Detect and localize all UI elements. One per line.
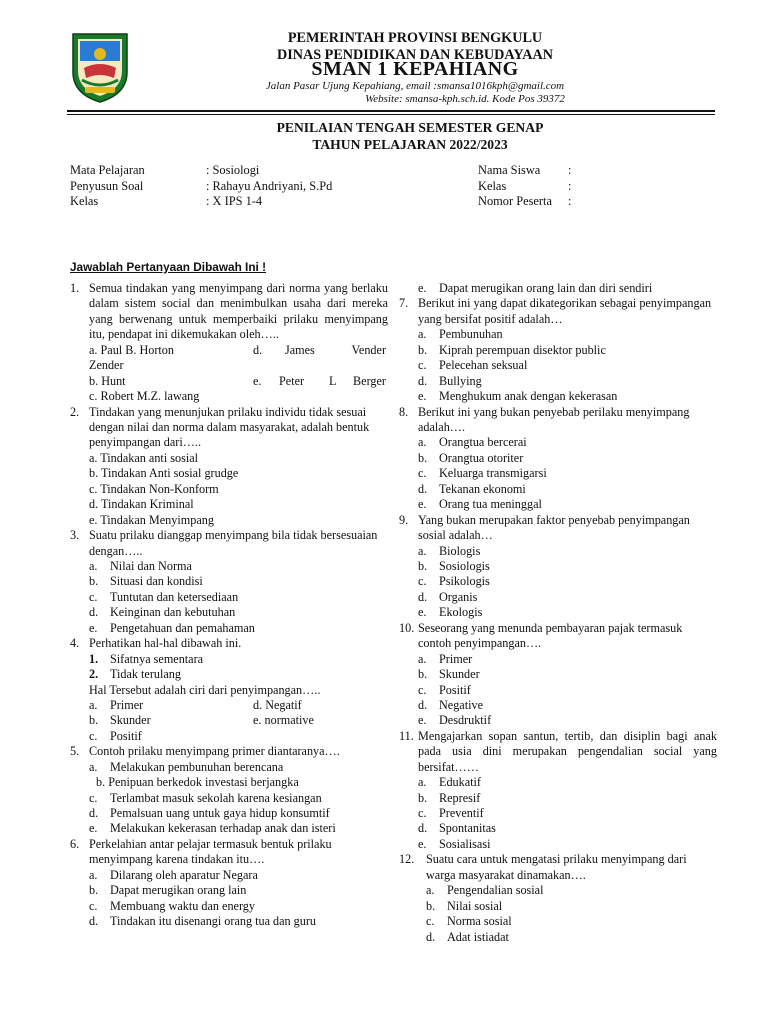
answer-option: c. Tindakan Non-Konform bbox=[89, 481, 219, 496]
instruction-heading: Jawablah Pertanyaan Dibawah Ini ! bbox=[70, 260, 267, 274]
answer-option: d. Pemalsuan uang untuk gaya hidup konsumtif bbox=[89, 806, 330, 821]
info-row bbox=[478, 163, 571, 179]
answer-option: b. Represif bbox=[418, 790, 481, 805]
question-text: Mengajarkan sopan santun, tertib, dan disiplin bagi anak pada usia dini merupakan pengendalian social yang bersifat…… bbox=[418, 728, 717, 774]
question-5 bbox=[70, 744, 388, 759]
answer-option: e. Dapat merugikan orang lain dan diri sendiri bbox=[418, 281, 653, 295]
answer-option: c. Pelecehan seksual bbox=[418, 358, 528, 373]
school-website: Website: smansa-kph.sch.id. Kode Pos 39372 bbox=[365, 93, 565, 105]
header-divider-thin bbox=[67, 114, 715, 115]
exam-year: TAHUN PELAJARAN 2022/2023 bbox=[312, 137, 508, 152]
question-2 bbox=[70, 405, 388, 451]
question-8 bbox=[399, 405, 717, 436]
answer-letter: e. bbox=[253, 373, 262, 388]
province-emblem-icon bbox=[70, 32, 130, 104]
question-4 bbox=[70, 636, 388, 651]
question-text: Suatu cara untuk mengatasi prilaku menyimpang dari warga masyarakat dinamakan…. bbox=[426, 852, 687, 882]
info-row bbox=[478, 179, 571, 195]
questions-column-right bbox=[399, 281, 717, 945]
question-number: 8. bbox=[399, 404, 409, 419]
answer-option: d. Tekanan ekonomi bbox=[418, 481, 526, 496]
info-value: : bbox=[568, 194, 572, 208]
exam-title: PENILAIAN TENGAH SEMESTER GENAP bbox=[276, 120, 544, 135]
answer-option: d. Negative bbox=[418, 697, 483, 712]
question-9 bbox=[399, 513, 717, 544]
answer-row bbox=[70, 374, 388, 389]
answer-row bbox=[70, 343, 388, 358]
school-address: Jalan Pasar Ujung Kepahiang, email :smansa1016kph@gmail.com bbox=[265, 80, 565, 92]
answer-option: b. Kiprah perempuan disektor public bbox=[418, 342, 606, 357]
answer-option: b. Dapat merugikan orang lain bbox=[89, 883, 247, 898]
answer-option: e. Sosialisasi bbox=[418, 836, 491, 851]
question-text: Perkelahian antar pelajar termasuk bentuk prilaku menyimpang karena tindakan itu…. bbox=[89, 836, 332, 867]
answer-option: Zender bbox=[89, 358, 124, 373]
question-text: Tindakan yang menunjukan prilaku individu tidak sesuai dengan nilai dan norma dalam masyarakat, adalah bentuk penyimpangan dari….. bbox=[89, 404, 370, 450]
question-3 bbox=[70, 528, 388, 559]
answer-row: b. Skunder e. normative bbox=[89, 713, 314, 728]
question-stem: Hal Tersebut adalah ciri dari penyimpangan….. bbox=[89, 682, 321, 697]
answer-option: b. Penipuan berkedok investasi berjangka bbox=[96, 775, 299, 790]
answer-option: a. Orangtua bercerai bbox=[418, 435, 527, 450]
answer-option: c. Terlambat masuk sekolah karena kesiangan bbox=[89, 790, 322, 805]
question-number: 10. bbox=[399, 620, 415, 635]
answer-option: e. Menghukum anak dengan kekerasan bbox=[418, 389, 618, 404]
school-name: SMAN 1 KEPAHIANG bbox=[311, 58, 519, 80]
question-text: Yang bukan merupakan faktor penyebab penyimpangan sosial adalah… bbox=[418, 512, 690, 543]
answer-option: c. Keluarga transmigarsi bbox=[418, 466, 547, 481]
answer-option: c. Robert M.Z. lawang bbox=[89, 389, 200, 404]
info-value: : X IPS 1-4 bbox=[206, 194, 263, 208]
answer-option: Berger bbox=[353, 373, 386, 388]
question-text: Berikut ini yang bukan penyebab perilaku menyimpang adalah…. bbox=[418, 404, 690, 434]
question-text: Perhatikan hal-hal dibawah ini. bbox=[89, 636, 242, 651]
answer-option: b. Situasi dan kondisi bbox=[89, 574, 203, 589]
answer-option: c. Norma sosial bbox=[426, 914, 512, 929]
question-text: Semua tindakan yang menyimpang dari norma yang berlaku dalam sistem social dan menimbulkan usaha dari mereka yang berwenang untuk memperbaiki prilaku menyimpang itu, pendapat ini dikemukakan oleh….. bbox=[89, 281, 388, 342]
info-value: : bbox=[568, 178, 572, 193]
answer-option: c. Positif bbox=[418, 682, 471, 697]
question-number: 9. bbox=[399, 512, 409, 527]
answer-option: c. Preventif bbox=[418, 806, 484, 821]
question-number: 11. bbox=[399, 728, 414, 743]
list-item: 2. Tidak terulang bbox=[89, 667, 181, 682]
answer-option: d. Adat istiadat bbox=[426, 929, 509, 944]
answer-option: L bbox=[329, 373, 337, 388]
question-text: Berikut ini yang dapat dikategorikan sebagai penyimpangan yang bersifat positif adalah… bbox=[418, 296, 712, 326]
answer-option: c. Positif bbox=[89, 728, 142, 743]
student-info-right bbox=[478, 163, 571, 210]
question-number: 3. bbox=[70, 528, 80, 543]
answer-option: b. Skunder bbox=[418, 667, 480, 682]
answer-option: a. Dilarang oleh aparatur Negara bbox=[89, 867, 258, 882]
answer-option: b. Nilai sosial bbox=[426, 898, 503, 913]
answer-option: a. Edukatif bbox=[418, 775, 481, 790]
question-7 bbox=[399, 296, 717, 327]
question-number: 1. bbox=[70, 281, 80, 295]
list-item: 1. Sifatnya sementara bbox=[89, 651, 204, 666]
question-number: 6. bbox=[70, 836, 80, 851]
answer-option: a. Nilai dan Norma bbox=[89, 559, 192, 574]
answer-option: e. Desdruktif bbox=[418, 713, 492, 728]
answer-option: d. Keinginan dan kebutuhan bbox=[89, 605, 236, 620]
answer-option: a. Melakukan pembunuhan berencana bbox=[89, 759, 284, 774]
answer-option: a. Paul B. Horton bbox=[89, 342, 174, 357]
answer-option: b. Hunt bbox=[89, 373, 126, 388]
questions-column-left bbox=[70, 281, 388, 930]
answer-option: e. Orang tua meninggal bbox=[418, 497, 542, 512]
question-text: Seseorang yang menunda pembayaran pajak termasuk contoh penyimpangan…. bbox=[418, 620, 683, 651]
info-row bbox=[70, 179, 332, 195]
question-number: 5. bbox=[70, 744, 80, 759]
answer-option: d. Tindakan itu disenangi orang tua dan guru bbox=[89, 914, 317, 929]
question-number: 12. bbox=[399, 852, 415, 867]
answer-option: a. Pembunuhan bbox=[418, 327, 503, 342]
answer-option: c. Tuntutan dan ketersediaan bbox=[89, 589, 239, 604]
answer-option: d. Tindakan Kriminal bbox=[89, 497, 194, 512]
info-label: Kelas bbox=[478, 178, 507, 193]
answer-option: a. Biologis bbox=[418, 543, 481, 558]
answer-option: e. Ekologis bbox=[418, 605, 483, 620]
answer-option: Peter bbox=[279, 373, 305, 388]
answer-option: e. Tindakan Menyimpang bbox=[89, 512, 214, 527]
answer-option: Vender bbox=[351, 342, 386, 357]
info-row bbox=[70, 163, 332, 179]
info-value: : Rahayu Andriyani, S.Pd bbox=[206, 178, 333, 193]
answer-option: e. Pengetahuan dan pemahaman bbox=[89, 620, 255, 635]
answer-option: c. Psikologis bbox=[418, 574, 490, 589]
answer-option: a. Primer bbox=[418, 651, 473, 666]
answer-option: d. Organis bbox=[418, 589, 478, 604]
answer-option: e. Melakukan kekerasan terhadap anak dan isteri bbox=[89, 821, 336, 836]
info-row bbox=[70, 194, 332, 210]
answer-option: a. Pengendalian sosial bbox=[426, 883, 544, 898]
info-label: Penyusun Soal bbox=[70, 178, 144, 193]
info-value: : bbox=[568, 163, 572, 177]
answer-option: d. Bullying bbox=[418, 373, 482, 388]
question-text: Suatu prilaku dianggap menyimpang bila tidak bersesuaian dengan….. bbox=[89, 528, 378, 558]
question-6 bbox=[70, 837, 388, 868]
info-label: Kelas bbox=[70, 194, 99, 208]
info-label: Nama Siswa bbox=[478, 163, 541, 177]
question-1 bbox=[70, 281, 388, 343]
answer-letter: d. bbox=[253, 342, 263, 357]
exam-info-left bbox=[70, 163, 332, 210]
question-number: 4. bbox=[70, 636, 80, 651]
answer-option: James bbox=[285, 342, 315, 357]
answer-option: b. Tindakan Anti sosial grudge bbox=[89, 466, 239, 481]
question-number: 2. bbox=[70, 404, 80, 419]
header-divider-thick bbox=[67, 110, 715, 112]
answer-row: a. Primer d. Negatif bbox=[89, 697, 302, 712]
answer-option: c. Membuang waktu dan energy bbox=[89, 898, 255, 913]
answer-option: b. Sosiologis bbox=[418, 558, 490, 573]
answer-option: a. Tindakan anti sosial bbox=[89, 450, 199, 465]
answer-option: d. Spontanitas bbox=[418, 821, 496, 836]
question-12 bbox=[399, 852, 717, 883]
info-label: Nomor Peserta bbox=[478, 194, 552, 208]
question-11 bbox=[399, 729, 717, 775]
answer-option: b. Orangtua otoriter bbox=[418, 450, 524, 465]
question-text: Contoh prilaku menyimpang primer diantaranya…. bbox=[89, 744, 340, 759]
department-name: DINAS PENDIDIKAN DAN KEBUDAYAAN bbox=[276, 47, 554, 63]
info-row bbox=[478, 194, 571, 210]
info-label: Mata Pelajaran bbox=[70, 163, 145, 177]
question-number: 7. bbox=[399, 296, 409, 311]
question-10 bbox=[399, 621, 717, 652]
info-value: : Sosiologi bbox=[206, 163, 260, 177]
government-name: PEMERINTAH PROVINSI BENGKULU bbox=[287, 30, 543, 46]
